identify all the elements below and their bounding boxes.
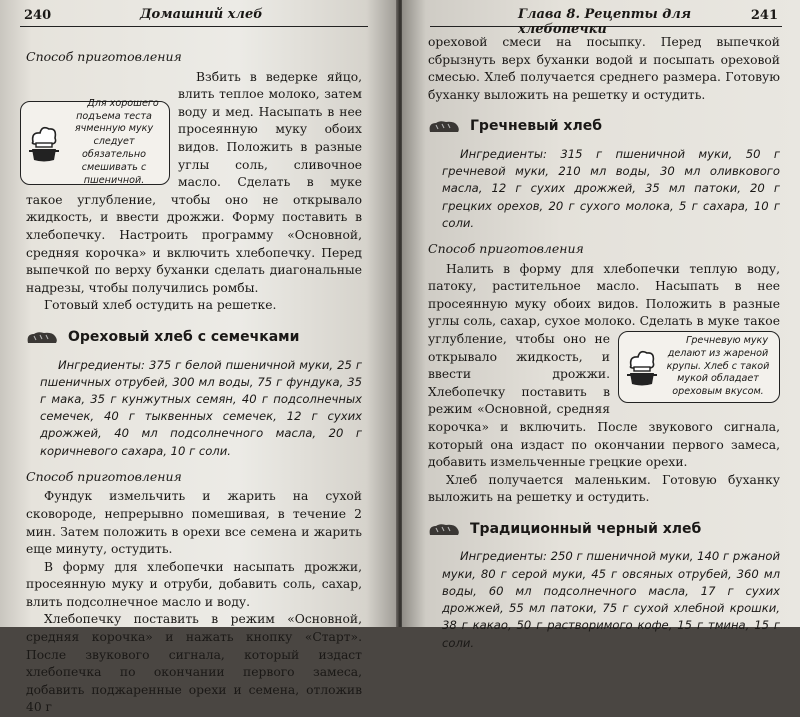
bread-loaf-icon <box>428 523 460 537</box>
intro-paragraph-2: Готовый хлеб остудить на решетке. <box>44 298 277 313</box>
tip-box-barley <box>20 97 170 186</box>
recipe-title-nut-bread <box>26 329 362 347</box>
running-head-title-right: Глава 8. Рецепты для хлебопечки <box>518 7 692 37</box>
left-page-text <box>26 46 362 717</box>
nut-bread-paragraph-1: Фундук измельчить и жарить на сухой сковороде, непрерывно помешивая, в течение 2 мин. Затем положить в орехи все семена и жарить еще минуту, остудить. <box>26 489 362 557</box>
method-label-nut-bread: Способ приготовления <box>26 468 182 484</box>
paragraph <box>26 69 362 298</box>
bread-loaf-icon <box>26 331 58 345</box>
ingredients-buckwheat: Ингредиенты: 315 г пшеничной муки, 50 г гречневой муки, 210 мл воды, 30 мл оливкового масла, 12 г сухих дрожжей, 35 мл патоки, 20 г грецких орехов, 20 г сухого молока, 5 г сахара, 10 г соли. <box>442 146 780 230</box>
running-head-title-left: Домашний хлеб <box>140 7 263 22</box>
recipe-title-text: Традиционный черный хлеб <box>470 520 702 537</box>
nut-bread-paragraph-3: Хлебопечку поставить в режим «Основной, средняя корочка» и нажать кнопку «Старт». После звукового сигнала, который издаст хлебопечка по окончании первого замеса, добавить поджаренные орехи и семена, отложив 40 г <box>26 612 362 715</box>
tip-text-barley: Для хорошего подъема теста ячменную муку следует обязательно смешивать с пшеничной. <box>74 97 159 186</box>
ingredients-nut-bread: Ингредиенты: 375 г белой пшеничной муки, 25 г пшеничных отрубей, 300 мл воды, 75 г фундука, 35 г мака, 35 г кунжутных семян, 40 г подсолнечных семечек, 40 г тыквенных семечек, 12 г сухих дрожжей, 40 мл подсолнечного масла, 20 г коричневого сахара, 10 г соли. <box>40 357 362 458</box>
right-page-text <box>428 34 780 652</box>
left-page <box>0 0 398 715</box>
continuation-paragraph: ореховой смеси на посыпку. Перед выпечкой сбрызнуть верх буханки водой и посыпать ореховой смесью. Хлеб получается среднего размера. Готовую буханку выложить на решетку и остудить. <box>428 35 780 102</box>
buckwheat-paragraph-2: Хлеб получается маленьким. Готовую буханку выложить на решетку и остудить. <box>428 472 780 505</box>
ingredients-black-bread: Ингредиенты: 250 г пшеничной муки, 140 г ржаной муки, 80 г серой муки, 45 г овсяных отрубей, 360 мл воды, 60 мл подсолнечного масла, 17 г сухих дрожжей, 55 мл патоки, 75 г сухой хлебной крошки, 38 г какао, 50 г растворимого кофе, 15 г тмина, 15 г соли. <box>442 549 780 650</box>
running-head-right <box>430 6 782 37</box>
recipe-title-black-bread <box>428 521 780 539</box>
chef-pot-icon <box>27 122 61 164</box>
method-label-buckwheat: Способ приготовления <box>428 240 584 256</box>
recipe-title-text: Ореховый хлеб с семечками <box>68 328 300 345</box>
buckwheat-paragraph-1 <box>428 261 780 472</box>
tip-box-buckwheat <box>618 331 780 403</box>
recipe-title-text: Гречневый хлеб <box>470 118 602 135</box>
intro-paragraph-1: Взбить в ведерке яйцо, влить теплое молоко, затем воду и мед. Насыпать в нее просеянную муку обоих видов. Положить в разные углы соль, сливочное масло. Сделать в муке такое углубление, чтобы оно не открывало жидкость, и ввести дрожжи. Форму поставить в хлебопечку. Настроить программу «Основной, средняя корочка» и включить хлебопечку. Перед выпечкой по верху буханки сделать диагональные надрезы, чтобы получились ромбы. <box>26 69 362 295</box>
buckwheat-paragraph-1b: такое углубление, чтобы оно не открывало жидкость, и ввести дрожжи. Хлебопечку поставить в режим «Основной, средняя корочка» и включить. После звукового сигнала, который она издаст по окончании первого замеса, добавить измельченные грецкие орехи. <box>428 314 780 470</box>
page-number-left: 240 <box>24 8 52 23</box>
recipe-title-buckwheat <box>428 118 780 136</box>
running-head-left <box>20 6 368 27</box>
page-number-right: 241 <box>750 8 778 23</box>
nut-bread-paragraph-2: В форму для хлебопечки насыпать дрожжи, просеянную муку и отруби, добавить соль, сахар, влить подсолнечное масло и воду. <box>26 559 362 609</box>
buckwheat-paragraph-1a: Налить в форму для хлебопечки теплую воду, патоку, растительное масло. Насыпать в нее просеянную муку обоих видов. Положить в разные углы соль, сахар, сухое молоко. Сделать в муке <box>428 261 780 329</box>
method-label: Способ приготовления <box>26 49 182 64</box>
chef-pot-icon <box>625 346 659 388</box>
bread-loaf-icon <box>428 120 460 134</box>
tip-text-buckwheat: Гречневую муку делают из жареной крупы. Хлеб с такой мукой обладает ореховым вкусом. <box>666 334 770 398</box>
right-page <box>402 0 800 650</box>
